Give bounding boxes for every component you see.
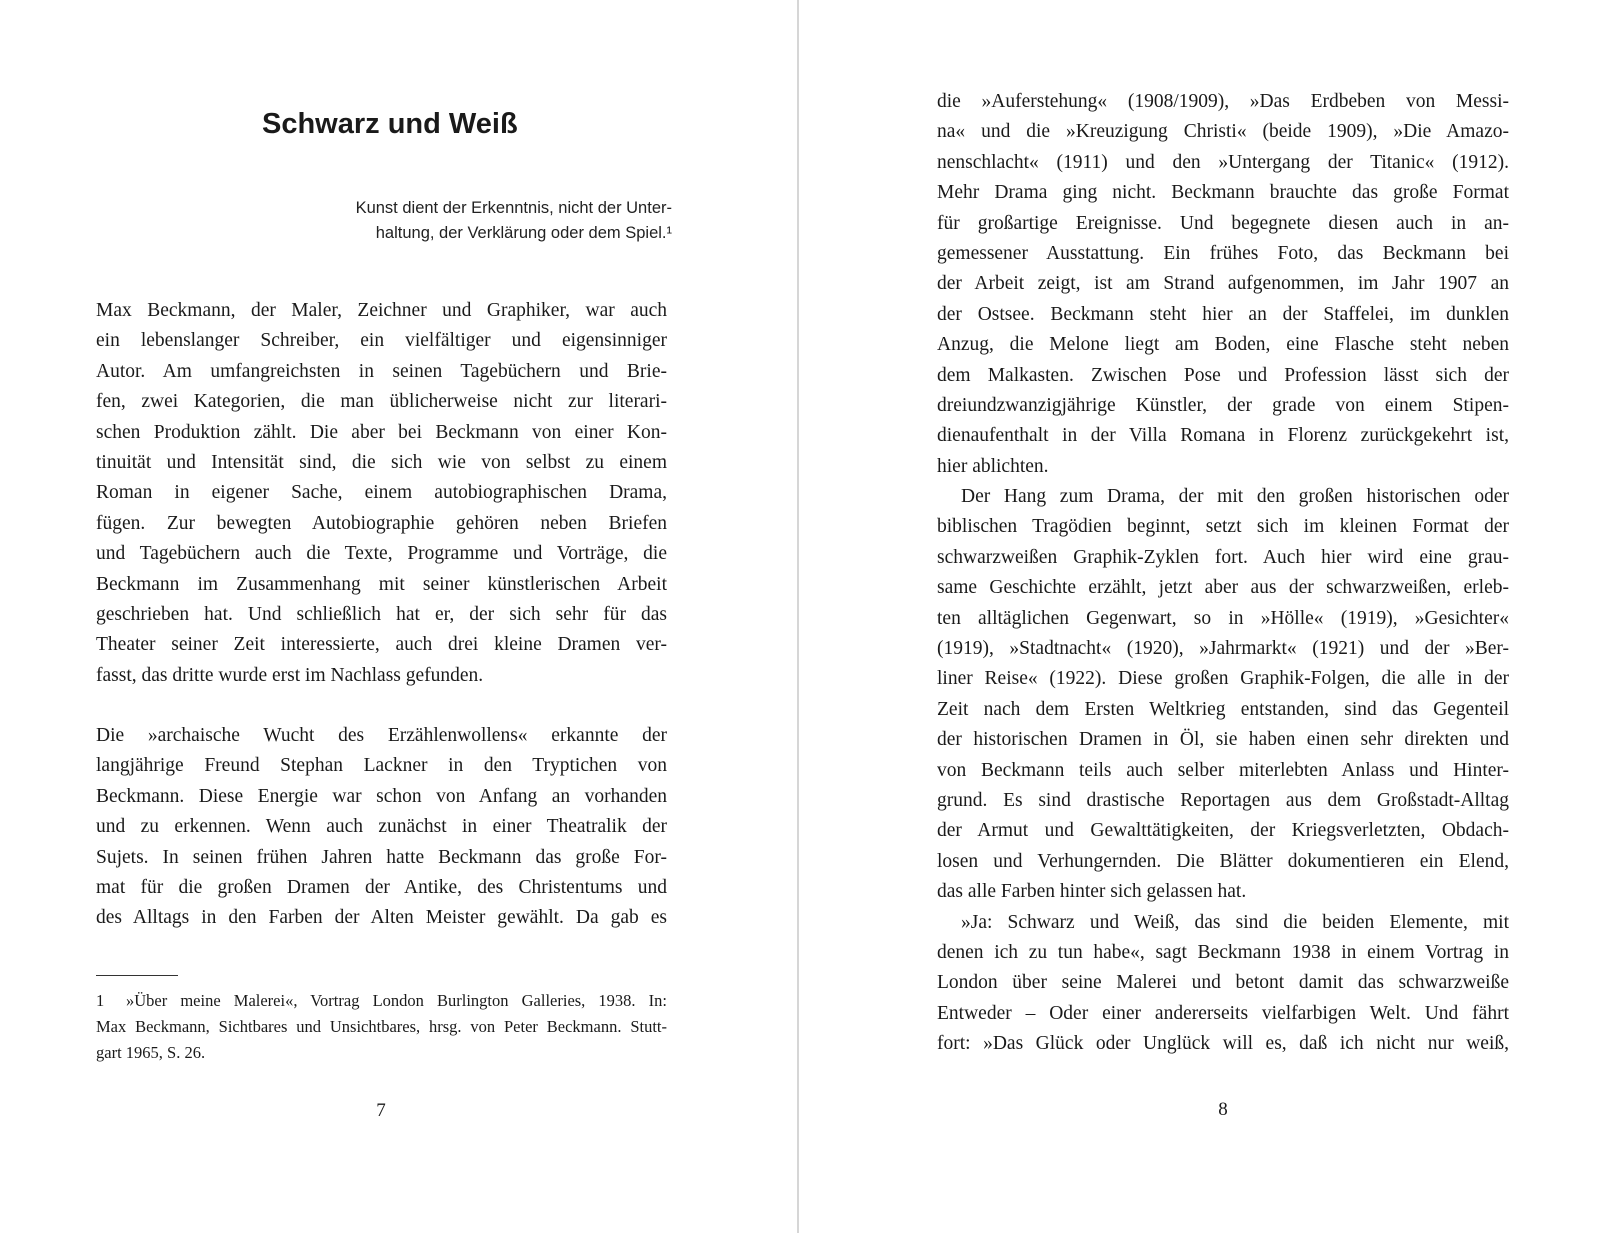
text-line: grund. Es sind drastische Reportagen aus dem Großstadt-Alltag bbox=[937, 789, 1509, 811]
text-line: der Arbeit zeigt, ist am Strand aufgenommen, im Jahr 1907 an bbox=[937, 273, 1509, 295]
page-number: 7 bbox=[376, 1100, 386, 1121]
text-line: (1919), »Stadtnacht« (1920), »Jahrmarkt« (1921) und der »Ber- bbox=[937, 638, 1509, 660]
text-line: der Ostsee. Beckmann steht hier an der Staffelei, im dunklen bbox=[937, 303, 1509, 325]
left-paragraph-2 bbox=[96, 721, 667, 934]
left-paragraph-1 bbox=[96, 296, 667, 691]
text-line: ten alltäglichen Gegenwart, so in »Hölle« (1919), »Gesichter« bbox=[937, 607, 1509, 629]
epigraph-line: haltung, der Verklärung oder dem Spiel.¹ bbox=[375, 224, 672, 242]
text-line: dem Malkasten. Zwischen Pose und Profession lässt sich der bbox=[937, 364, 1509, 386]
text-line: Zeit nach dem Ersten Weltkrieg entstanden, sind das Gegenteil bbox=[937, 698, 1509, 720]
text-line: der Armut und Gewalttätigkeiten, der Kriegsverletzten, Obdach- bbox=[937, 820, 1509, 842]
text-line: ein lebenslanger Schreiber, ein vielfältiger und eigensinniger bbox=[96, 330, 667, 352]
text-line: die »Auferstehung« (1908/1909), »Das Erdbeben von Messi- bbox=[937, 91, 1509, 112]
text-line: tinuität und Intensität sind, die sich wie von selbst zu einem bbox=[96, 451, 667, 473]
text-line: Entweder – Oder einer andererseits vielfarbigen Welt. Und fährt bbox=[937, 1002, 1509, 1024]
text-line: Der Hang zum Drama, der mit den großen historischen oder bbox=[961, 486, 1509, 508]
text-line: hier ablichten. bbox=[937, 455, 1049, 477]
footnote-line: gart 1965, S. 26. bbox=[96, 1043, 206, 1062]
text-line: Beckmann im Zusammenhang mit seiner künstlerischen Arbeit bbox=[96, 573, 667, 595]
text-line: für großartige Ereignisse. Und begegnete diesen auch in an- bbox=[937, 212, 1509, 234]
text-line: geschrieben hat. Und schließlich hat er, der sich sehr für das bbox=[96, 603, 667, 625]
epigraph bbox=[352, 196, 672, 246]
text-line: der historischen Dramen in Öl, sie haben einen sehr direkten und bbox=[937, 729, 1509, 751]
text-line: und zu erkennen. Wenn auch zunächst in einer Theatralik der bbox=[96, 816, 667, 838]
text-line: Anzug, die Melone liegt am Boden, eine Flasche steht neben bbox=[937, 334, 1509, 356]
text-line: liner Reise« (1922). Diese großen Graphik-Folgen, die alle in der bbox=[937, 668, 1509, 690]
text-line: schwarzweißen Graphik-Zyklen fort. Auch hier wird eine grau- bbox=[937, 546, 1509, 568]
text-line: schen Produktion zählt. Die aber bei Beckmann von einer Kon- bbox=[96, 421, 667, 443]
text-line: Max Beckmann, der Maler, Zeichner und Graphiker, war auch bbox=[96, 300, 667, 321]
text-line: das alle Farben hinter sich gelassen hat. bbox=[937, 881, 1247, 903]
right-paragraph-1 bbox=[937, 87, 1509, 1060]
footnote-line bbox=[96, 988, 667, 1014]
text-line: und Tagebüchern auch die Texte, Programme und Vorträge, die bbox=[96, 543, 667, 565]
text-line: fasst, das dritte wurde erst im Nachlass gefunden. bbox=[96, 664, 484, 686]
left-page bbox=[0, 0, 797, 1233]
page-number: 8 bbox=[1218, 1099, 1228, 1120]
text-line: Sujets. In seinen frühen Jahren hatte Beckmann das große For- bbox=[96, 846, 667, 868]
text-line: »Ja: Schwarz und Weiß, das sind die beiden Elemente, mit bbox=[961, 911, 1509, 933]
text-line: na« und die »Kreuzigung Christi« (beide 1909), »Die Amazo- bbox=[937, 121, 1509, 143]
text-line: langjährige Freund Stephan Lackner in den Tryptichen von bbox=[96, 755, 667, 777]
text-line: dienaufenthalt in der Villa Romana in Florenz zurückgekehrt ist, bbox=[937, 425, 1509, 447]
text-line: dreiundzwanzigjährige Künstler, der grade von einem Stipen- bbox=[937, 394, 1509, 416]
text-line: gemessener Ausstattung. Ein frühes Foto, das Beckmann bei bbox=[937, 242, 1509, 264]
footnote-text: »Über meine Malerei«, Vortrag London Burlington Galleries, 1938. In: bbox=[126, 991, 667, 1010]
text-line: denen ich zu tun habe«, sagt Beckmann 1938 in einem Vortrag in bbox=[937, 941, 1509, 963]
footnote-divider bbox=[96, 975, 178, 976]
text-line: same Geschichte erzählt, jetzt aber aus der schwarzweißen, erleb- bbox=[937, 577, 1509, 599]
text-line: des Alltags in den Farben der Alten Meister gewählt. Da gab es bbox=[96, 907, 667, 929]
text-line: Mehr Drama ging nicht. Beckmann brauchte das große Format bbox=[937, 182, 1509, 204]
text-line: fort: »Das Glück oder Unglück will es, daß ich nicht nur weiß, bbox=[937, 1033, 1509, 1055]
text-line: Theater seiner Zeit interessierte, auch drei kleine Dramen ver- bbox=[96, 634, 667, 656]
right-page bbox=[799, 0, 1600, 1233]
footnote bbox=[96, 988, 667, 1066]
text-line: Die »archaische Wucht des Erzählenwollens« erkannte der bbox=[96, 725, 667, 746]
text-line: von Beckmann teils auch selber miterlebten Anlass und Hinter- bbox=[937, 759, 1509, 781]
text-line: nenschlacht« (1911) und den »Untergang der Titanic« (1912). bbox=[937, 151, 1509, 173]
epigraph-line: Kunst dient der Erkenntnis, nicht der Unter- bbox=[355, 199, 672, 217]
footnote-line: Max Beckmann, Sichtbares und Unsichtbares, hrsg. von Peter Beckmann. Stutt- bbox=[96, 1017, 667, 1036]
text-line: mat für die großen Dramen der Antike, des Christentums und bbox=[96, 876, 667, 898]
text-line: London über seine Malerei und betont damit das schwarzweiße bbox=[937, 972, 1509, 994]
text-line: fügen. Zur bewegten Autobiographie gehören neben Briefen bbox=[96, 512, 667, 534]
footnote-number: 1 bbox=[96, 991, 105, 1010]
text-line: Beckmann. Diese Energie war schon von Anfang an vorhanden bbox=[96, 785, 667, 807]
text-line: Roman in eigener Sache, einem autobiographischen Drama, bbox=[96, 482, 667, 504]
chapter-title: Schwarz und Weiß bbox=[262, 108, 518, 140]
text-line: Autor. Am umfangreichsten in seinen Tagebüchern und Brie- bbox=[96, 360, 667, 382]
text-line: fen, zwei Kategorien, die man üblicherweise nicht zur literari- bbox=[96, 391, 667, 413]
text-line: biblischen Tragödien beginnt, setzt sich im kleinen Format der bbox=[937, 516, 1509, 538]
text-line: losen und Verhungernden. Die Blätter dokumentieren ein Elend, bbox=[937, 850, 1509, 872]
